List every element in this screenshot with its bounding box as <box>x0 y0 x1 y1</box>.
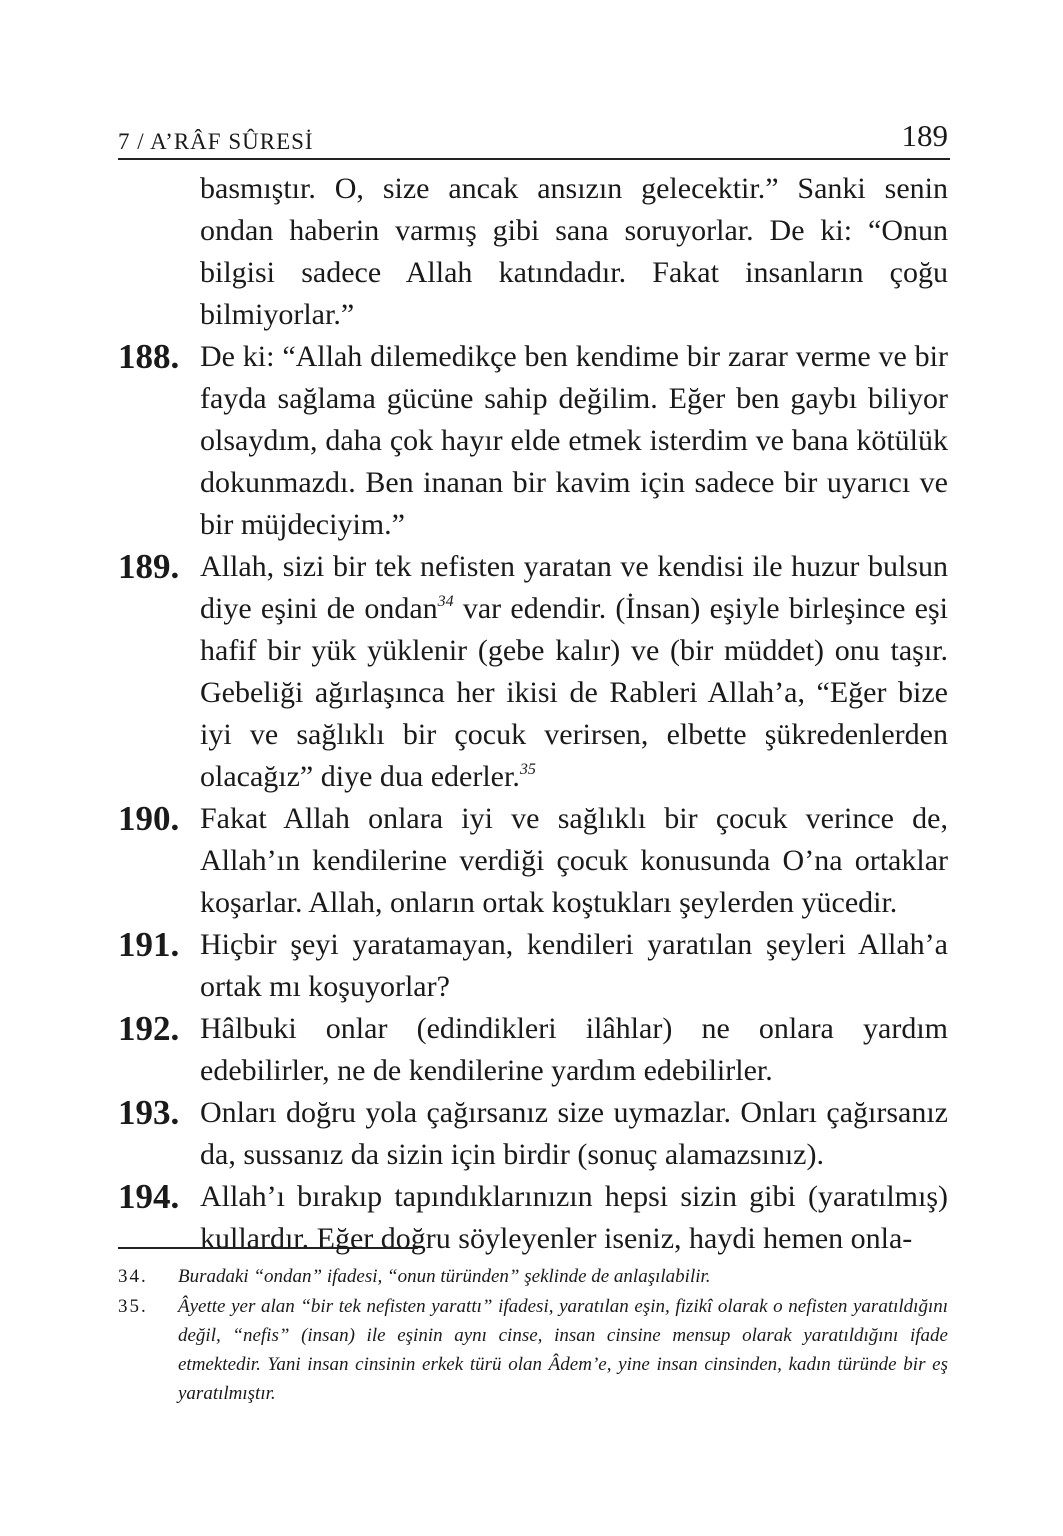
page-number: 189 <box>901 118 948 153</box>
verse-number: 191. <box>118 925 180 964</box>
verse-193 <box>118 1092 948 1176</box>
verse-189 <box>118 546 948 798</box>
verse-text: Fakat Allah onlara iyi ve sağlıklı bir çocuk verince de, Allah’ın kendilerine verdiği çocuk konusunda O’na ortaklar koşarlar. Allah, onların ortak koştukları şeylerden yücedir. <box>200 802 948 919</box>
verse-text: Hâlbuki onlar (edindikleri ilâhlar) ne onlara yardım edebilirler, ne de kendilerine yardım edebilirler. <box>200 1012 948 1087</box>
footnote-34 <box>118 1262 948 1291</box>
verse-number: 188. <box>118 337 180 376</box>
verse-190 <box>118 798 948 924</box>
verse-text: basmıştır. O, size ancak ansızın gelecektir.” Sanki senin ondan haberin varmış gibi sana soruyorlar. De ki: “Onun bilgisi sadece Allah katındadır. Fakat insanların çoğu bilmiyorlar.” <box>200 172 948 331</box>
verse-text: Onları doğru yola çağırsanız size uymazlar. Onları çağırsanız da, sussanız da sizin için birdir (sonuç alamazsınız). <box>200 1096 948 1171</box>
footnote-number: 35. <box>118 1296 148 1317</box>
verse-text: Allah, sizi bir tek nefisten yaratan ve kendisi ile huzur bulsun diye eşini de ondan <box>200 550 948 625</box>
verse-number: 192. <box>118 1009 180 1048</box>
verse-text: var edendir. (İnsan) eşiyle birleşince eşi hafif bir yük yüklenir (gebe kalır) ve (bir müddet) onu taşır. Gebeliği ağırlaşınca her ikisi de Rableri Allah’a, “Eğer bize iyi ve sağlıklı bir çocuk verirsen, elbette şükredenlerden olacağız” diye dua ederler. <box>200 592 949 793</box>
verse-continuation <box>118 168 948 336</box>
verse-number: 189. <box>118 547 180 586</box>
footnote-35 <box>118 1292 948 1408</box>
verse-191 <box>118 924 948 1008</box>
running-head: 7 / A’RÂF SÛRESİ <box>118 129 314 154</box>
main-text <box>118 168 948 1260</box>
verse-number: 193. <box>118 1093 180 1132</box>
verse-text: Allah’ı bırakıp tapındıklarınızın hepsi sizin gibi (yaratılmış) kullardır. Eğer doğru söyleyenler iseniz, haydi hemen onla- <box>200 1180 948 1255</box>
page-header <box>118 112 950 160</box>
verse-number: 194. <box>118 1177 180 1216</box>
verse-192 <box>118 1008 948 1092</box>
footnote-ref-35[interactable]: 35 <box>519 761 536 778</box>
footnote-ref-34[interactable]: 34 <box>437 593 454 610</box>
footnote-text: Âyette yer alan “bir tek nefisten yarattı” ifadesi, yaratılan eşin, fizikî olarak o nefisten yaratıldığını değil, “nefis” (insan) ile eşinin aynı cinse, insan cinsine mensup olarak yaratıldığını ifade etmektedir. Yani insan cinsinin erkek türü olan Âdem’e, yine insan cinsinden, kadın türünde bir eş yaratılmıştır. <box>178 1296 948 1404</box>
footnote-number: 34. <box>118 1266 148 1287</box>
footnote-divider <box>118 1247 418 1249</box>
verse-188 <box>118 336 948 546</box>
footnotes <box>118 1262 948 1409</box>
verse-text: De ki: “Allah dilemedikçe ben kendime bir zarar verme ve bir fayda sağlama gücüne sahip değilim. Eğer ben gaybı biliyor olsaydım, daha çok hayır elde etmek isterdim ve bana kötülük dokunmazdı. Ben inanan bir kavim için sadece bir uyarıcı ve bir müjdeciyim.” <box>200 340 948 541</box>
verse-number: 190. <box>118 799 180 838</box>
footnote-text: Buradaki “ondan” ifadesi, “onun türünden” şeklinde de anlaşılabilir. <box>178 1266 711 1287</box>
verse-text: Hiçbir şeyi yaratamayan, kendileri yaratılan şeyleri Allah’a ortak mı koşuyorlar? <box>200 928 948 1003</box>
